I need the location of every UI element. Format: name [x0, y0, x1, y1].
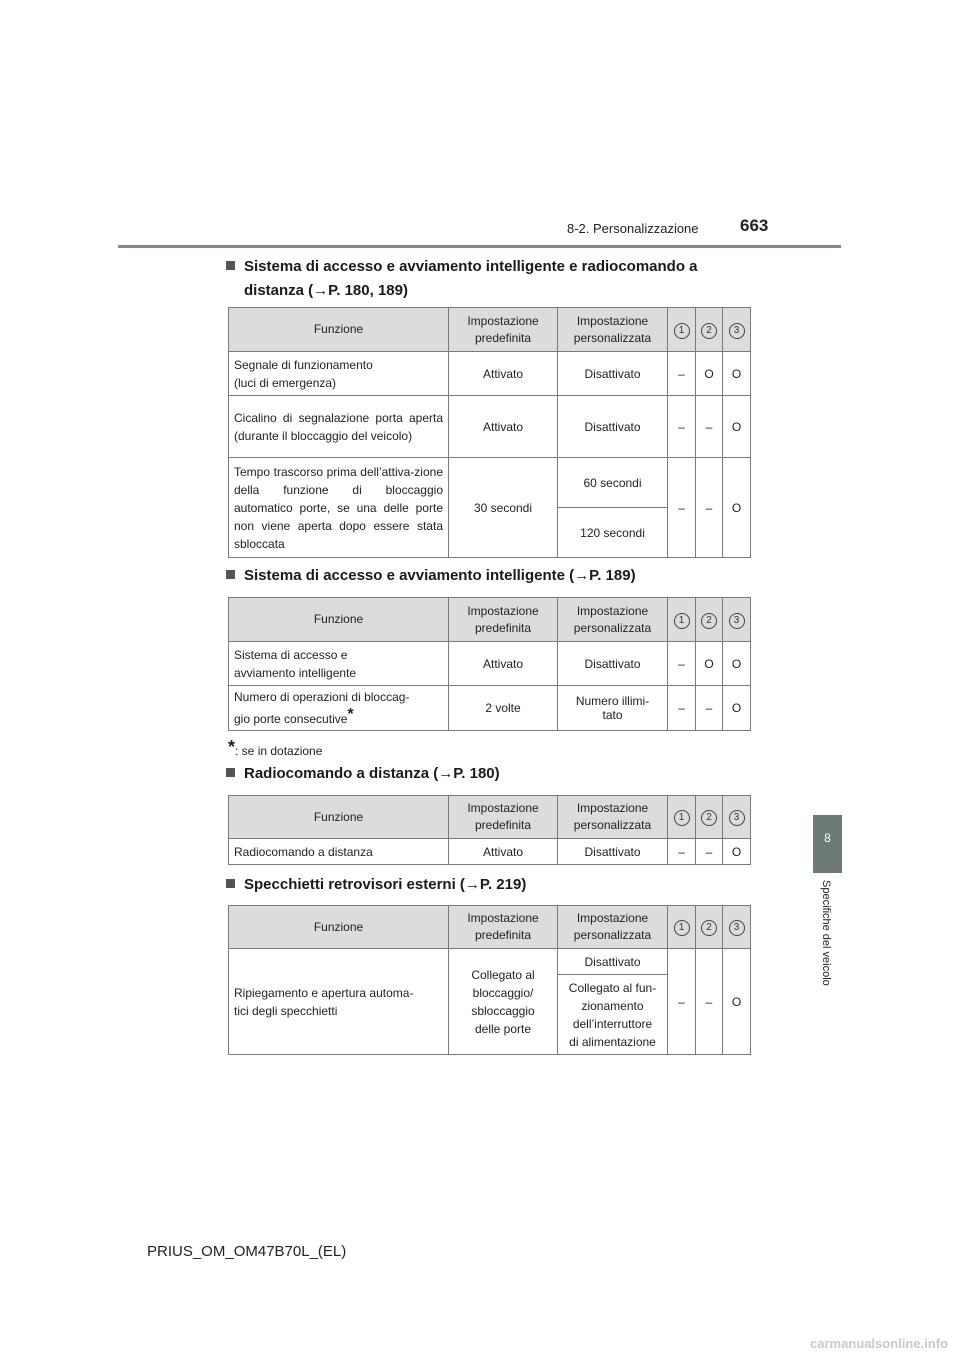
- col-header-1: 1: [668, 308, 696, 352]
- cell-custom: Numero illimi- tato: [558, 686, 668, 731]
- col-header-3: 3: [723, 308, 751, 352]
- cell-default: Attivato: [449, 839, 558, 865]
- table-row: [229, 396, 751, 458]
- chapter-label: Specifiche del veicolo: [820, 880, 832, 986]
- table-header-row: [229, 906, 751, 949]
- table-row: [229, 949, 751, 975]
- cell-custom: Disattivato: [558, 396, 668, 458]
- cell-funzione: Numero di operazioni di bloccag- gio porte consecutive*: [229, 686, 449, 731]
- col-header-default: Impostazione predefinita: [449, 796, 558, 839]
- col-header-1: 1: [668, 906, 696, 949]
- cell-custom: Disattivato: [558, 949, 668, 975]
- col-header-default: Impostazione predefinita: [449, 906, 558, 949]
- cell-custom: Disattivato: [558, 642, 668, 686]
- footnote: *: se in dotazione: [228, 737, 323, 758]
- cell-c1: –: [668, 949, 696, 1055]
- cell-c1: –: [668, 686, 696, 731]
- col-header-funzione: Funzione: [229, 796, 449, 839]
- table-row: [229, 839, 751, 865]
- cell-custom: Disattivato: [558, 839, 668, 865]
- cell-c3: O: [723, 642, 751, 686]
- cell-funzione: Segnale di funzionamento (luci di emergenza): [229, 352, 449, 396]
- cell-default: 2 volte: [449, 686, 558, 731]
- chapter-tab[interactable]: [813, 815, 842, 873]
- cell-c1: –: [668, 352, 696, 396]
- col-header-custom: Impostazione personalizzata: [558, 796, 668, 839]
- cell-custom: 120 secondi: [558, 508, 668, 558]
- cell-funzione: Tempo trascorso prima dell’attiva-zione della funzione di bloccaggio automatico porte, se una delle porte non viene aperta dopo essere stata sbloccata: [229, 458, 449, 558]
- table-row: [229, 642, 751, 686]
- settings-table-mirrors: [228, 905, 751, 1055]
- cell-funzione: Sistema di accesso e avviamento intelligente: [229, 642, 449, 686]
- square-bullet-icon: [226, 768, 235, 777]
- col-header-2: 2: [696, 796, 723, 839]
- cell-c2: O: [696, 352, 723, 396]
- col-header-funzione: Funzione: [229, 598, 449, 642]
- col-header-3: 3: [723, 598, 751, 642]
- col-header-default: Impostazione predefinita: [449, 598, 558, 642]
- col-header-custom: Impostazione personalizzata: [558, 308, 668, 352]
- header-rule: [118, 245, 841, 248]
- cell-custom: 60 secondi: [558, 458, 668, 508]
- cell-c1: –: [668, 642, 696, 686]
- col-header-2: 2: [696, 598, 723, 642]
- table-header-row: [229, 308, 751, 352]
- cell-c1: –: [668, 839, 696, 865]
- cell-default: Attivato: [449, 352, 558, 396]
- cell-default: 30 secondi: [449, 458, 558, 558]
- section-heading-mirrors: Specchietti retrovisori esterni (→P. 219): [226, 876, 526, 893]
- col-header-1: 1: [668, 796, 696, 839]
- cell-c2: O: [696, 642, 723, 686]
- cell-c3: O: [723, 396, 751, 458]
- cell-custom: Collegato al fun- zionamento dell’interruttore di alimentazione: [558, 975, 668, 1055]
- page-number: 663: [740, 216, 769, 235]
- col-header-3: 3: [723, 796, 751, 839]
- col-header-custom: Impostazione personalizzata: [558, 598, 668, 642]
- cell-c2: –: [696, 839, 723, 865]
- col-header-3: 3: [723, 906, 751, 949]
- square-bullet-icon: [226, 879, 235, 888]
- cell-funzione: Ripiegamento e apertura automa- tici degli specchietti: [229, 949, 449, 1055]
- cell-c2: –: [696, 949, 723, 1055]
- table-row: [229, 686, 751, 731]
- cell-c1: –: [668, 396, 696, 458]
- table-header-row: [229, 598, 751, 642]
- cell-c2: –: [696, 396, 723, 458]
- document-code: PRIUS_OM_OM47B70L_(EL): [147, 1243, 347, 1260]
- col-header-funzione: Funzione: [229, 906, 449, 949]
- cell-c3: O: [723, 949, 751, 1055]
- settings-table-remote: [228, 795, 751, 865]
- col-header-funzione: Funzione: [229, 308, 449, 352]
- cell-c3: O: [723, 839, 751, 865]
- section-heading-remote: Radiocomando a distanza (→P. 180): [226, 765, 500, 782]
- col-header-1: 1: [668, 598, 696, 642]
- table-row: [229, 352, 751, 396]
- watermark: carmanualsonline.info: [810, 1336, 948, 1351]
- square-bullet-icon: [226, 570, 235, 579]
- settings-table-smart-entry: [228, 597, 751, 731]
- col-header-2: 2: [696, 308, 723, 352]
- cell-c3: O: [723, 458, 751, 558]
- col-header-custom: Impostazione personalizzata: [558, 906, 668, 949]
- square-bullet-icon: [226, 261, 235, 270]
- section-heading-smart-entry-remote: Sistema di accesso e avviamento intelligente e radiocomando a distanza (→P. 180, 189): [226, 255, 746, 303]
- section-title: 8-2. Personalizzazione: [567, 221, 699, 236]
- col-header-2: 2: [696, 906, 723, 949]
- col-header-default: Impostazione predefinita: [449, 308, 558, 352]
- section-heading-smart-entry: Sistema di accesso e avviamento intelligente (→P. 189): [226, 567, 636, 584]
- cell-funzione: Radiocomando a distanza: [229, 839, 449, 865]
- cell-default: Attivato: [449, 642, 558, 686]
- table-row: [229, 458, 751, 508]
- settings-table-smart-entry-remote: [228, 307, 751, 558]
- cell-c2: –: [696, 458, 723, 558]
- cell-default: Attivato: [449, 396, 558, 458]
- cell-c3: O: [723, 352, 751, 396]
- cell-c1: –: [668, 458, 696, 558]
- cell-funzione: Cicalino di segnalazione porta aperta (durante il bloccaggio del veicolo): [229, 396, 449, 458]
- cell-custom: Disattivato: [558, 352, 668, 396]
- chapter-number: 8: [824, 831, 831, 845]
- cell-default: Collegato al bloccaggio/ sbloccaggio delle porte: [449, 949, 558, 1055]
- table-header-row: [229, 796, 751, 839]
- cell-c3: O: [723, 686, 751, 731]
- cell-c2: –: [696, 686, 723, 731]
